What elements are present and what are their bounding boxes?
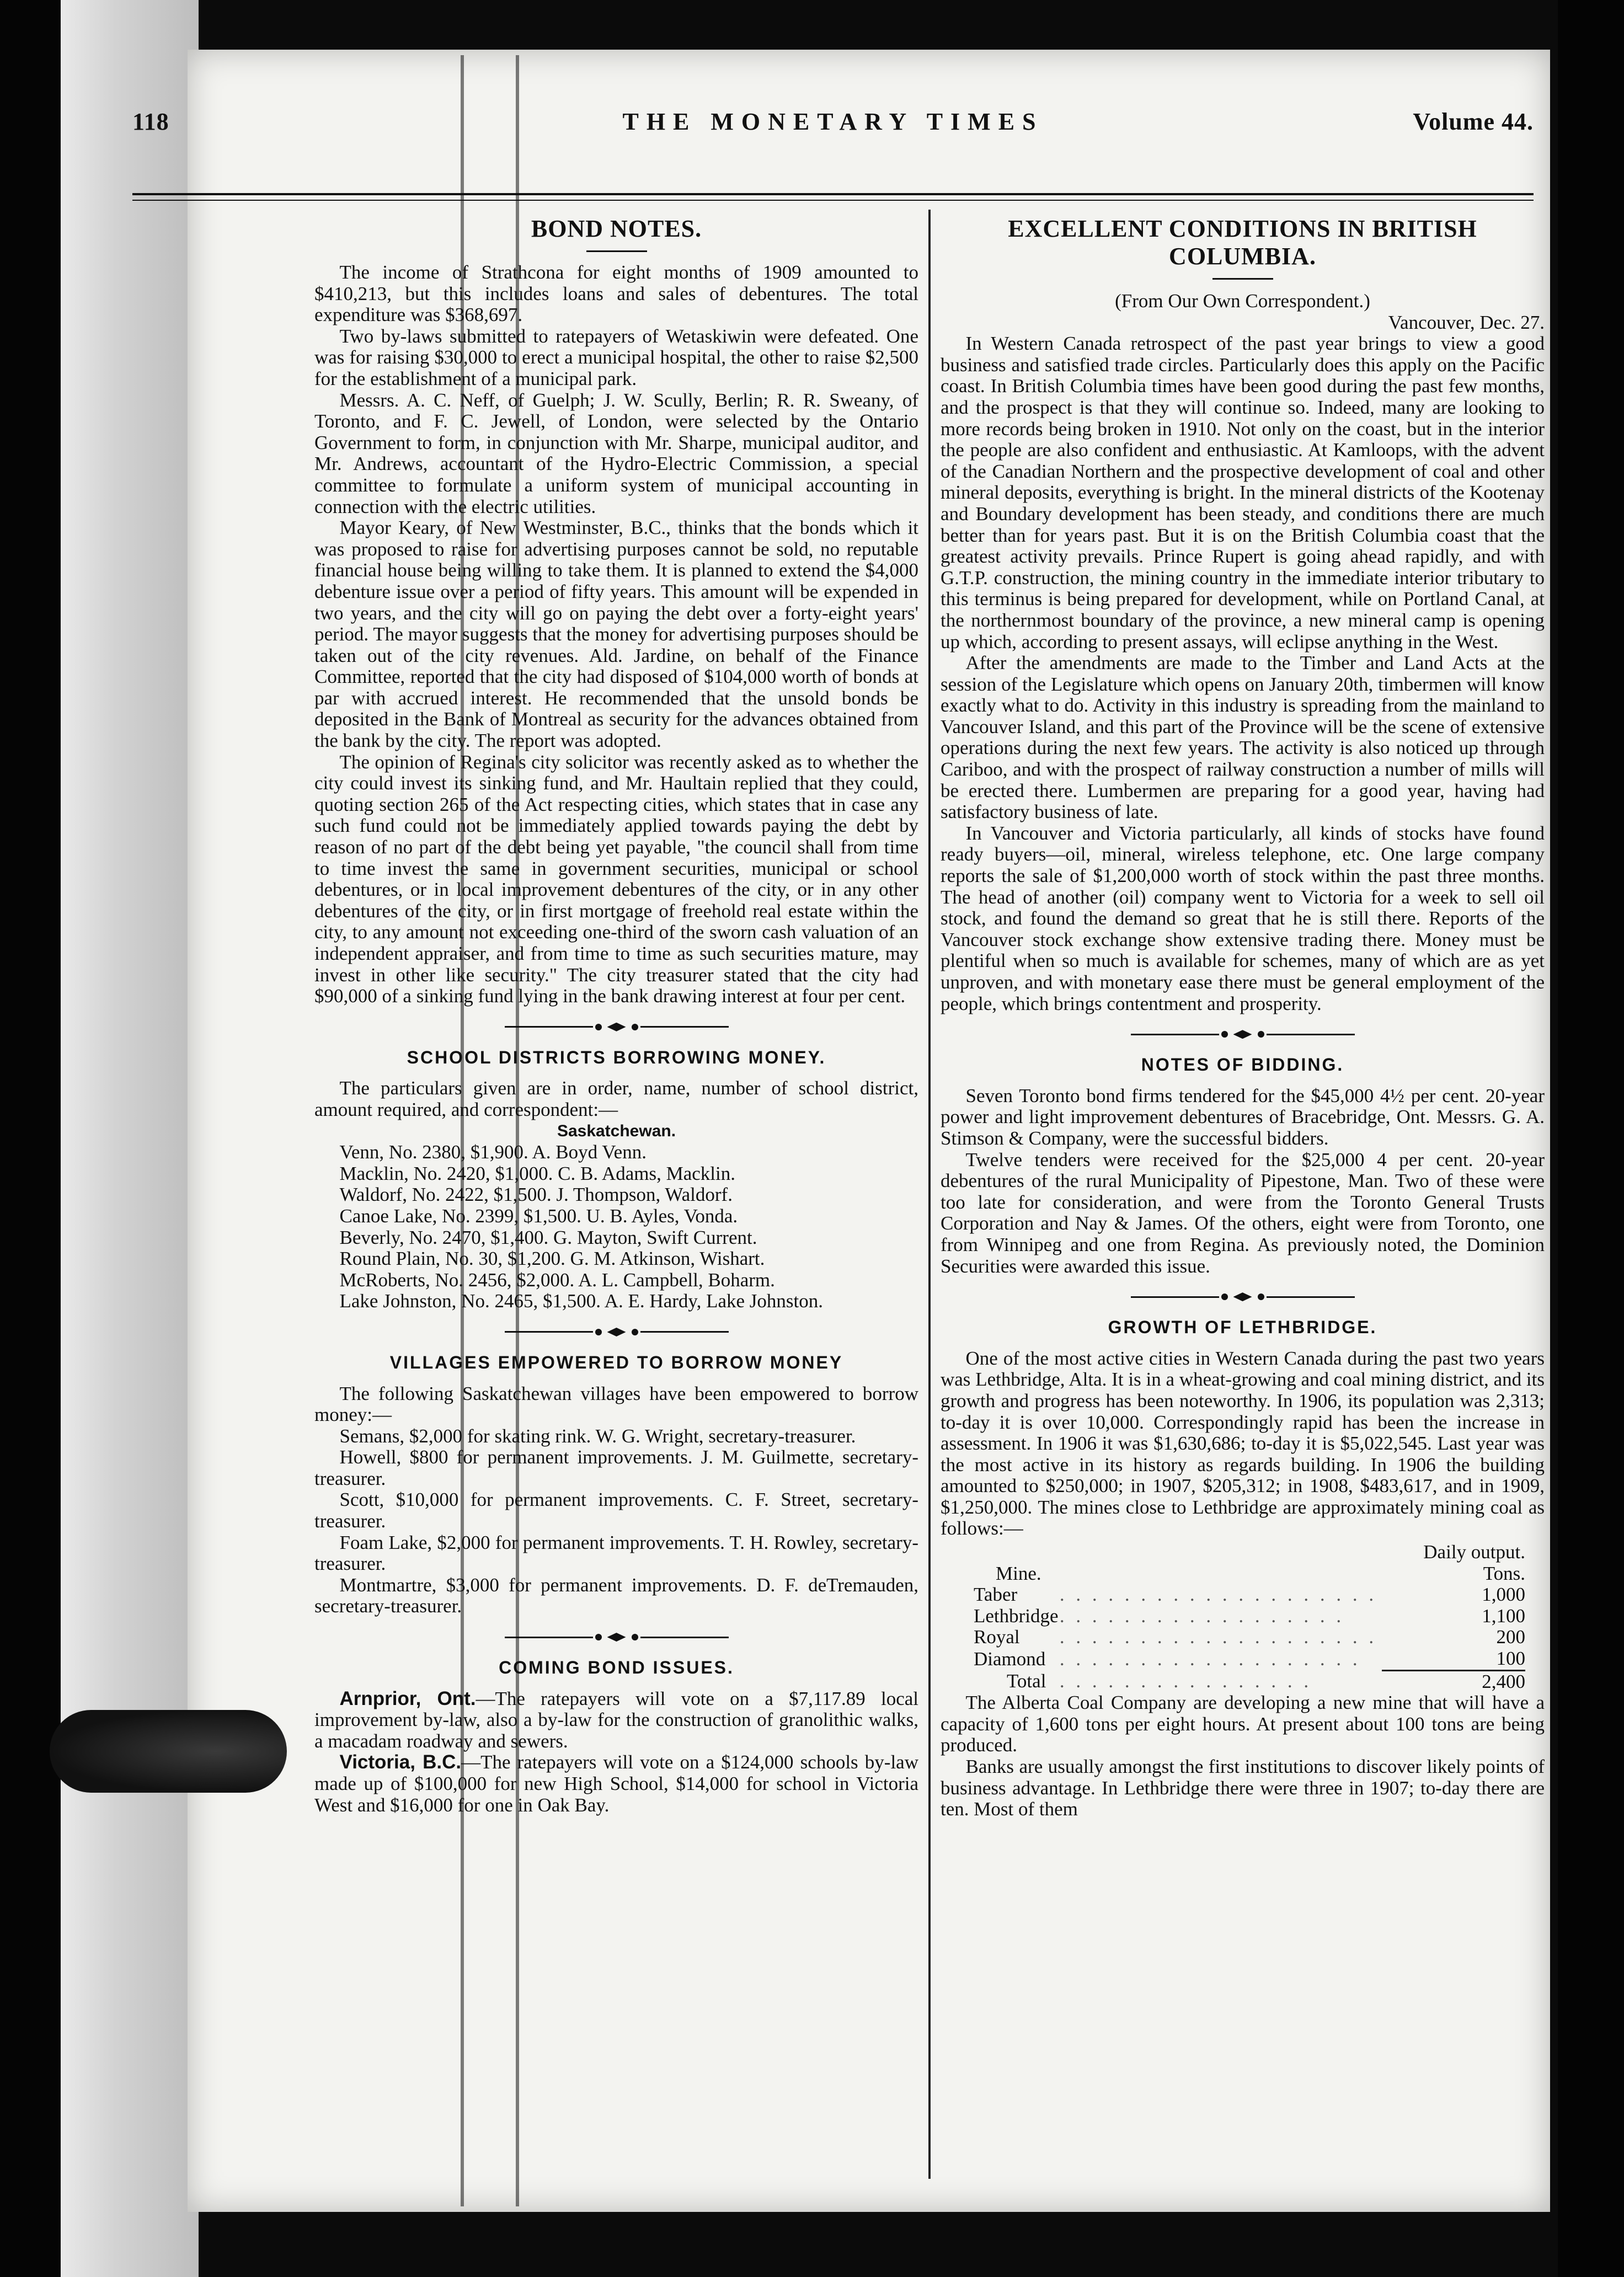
item-text: —The ratepayers will vote on a $7,117.89 local improvement by-law, also a by-law for the construction of granolithic walks, a macadam roadway and sewers. [314, 1687, 919, 1752]
list-item: Montmartre, $3,000 for permanent improvements. D. F. deTremauden, secretary-treasurer. [314, 1574, 918, 1617]
page-header [132, 102, 1534, 141]
list-item: Venn, No. 2380, $1,900. A. Boyd Venn. [339, 1141, 647, 1163]
lethbridge-title: GROWTH OF LETHBRIDGE. [1108, 1317, 1377, 1338]
lethbridge-paragraph: One of the most active cities in Western Canada during the past two years was Lethbridge, Alta. It is in a wheat-growing and coal mining district, and its growth and progress has been noteworthy. In 1906, its population was 2,313; to-day it is over 10,000. Correspondingly rapid has been the increase in assessment. In 1906 it was $1,630,686; to-day it is $5,022,545. Last year was the most active in its history as regards building. In 1906 the building amounted to $250,000; in 1907, $205,312; in 1908, $483,617, and in 1909, $1,250,000. The mines close to Lethbridge are approximately mining coal as follows:— [941, 1347, 1545, 1540]
mines-table [974, 1542, 1525, 1692]
mine-name: Royal [974, 1626, 1020, 1648]
list-item: Canoe Lake, No. 2399, $1,500. U. B. Ayles, Vonda. [339, 1205, 738, 1227]
table-header: Tons. [1483, 1562, 1525, 1584]
bc-paragraph: In Vancouver and Victoria particularly, all kinds of stocks have found ready buyers—oil, mineral, wireless telephone, etc. One large company reports the sale of $1,200,000 worth of stock within the past three months. The head of another (oil) company went to Victoria for a week to sell oil stock, and found the demand so great that he is still there. Reports of the Vancouver stock exchange show extensive trading there. Money must be plentiful when so much is available for schemes, many of which are as yet unproven, and with monetary ease there must be general employment of the people, which brings contentment and prosperity. [941, 822, 1545, 1014]
list-item: McRoberts, No. 2456, $2,000. A. L. Campbell, Boharm. [339, 1269, 775, 1291]
bond-notes-paragraph: Messrs. A. C. Neff, of Guelph; J. W. Scully, Berlin; R. R. Sweany, of Toronto, and F. C. Jewell, of London, were selected by the Ontario Government to form, in conjunction with Mr. Sharpe, municipal auditor, and Mr. Andrews, accountant of the Hydro-Electric Commission, a special committee to formulate a uniform system of municipal accounting in connection with the electric utilities. [314, 389, 918, 517]
column-divider [928, 210, 931, 2179]
bc-paragraph: After the amendments are made to the Timber and Land Acts at the session of the Legislature which opens on January 20th, timbermen will know exactly what to do. Activity in this industry is spreading from the mainland to Vancouver Island, and this part of the Province will be the scene of extensive operations during the next few years. The activity is also noticed up through Cariboo, and with the prospect of railway construction a number of mills will be erected there. Lumbermen are preparing for a good year, having had satisfactory business of late. [941, 652, 1545, 823]
section-ornament [314, 1011, 918, 1044]
bond-issue-item [314, 1688, 918, 1752]
list-item: Waldorf, No. 2422, $1,500. J. Thompson, Waldorf. [339, 1184, 733, 1206]
mine-name: Diamond [974, 1648, 1046, 1670]
header-rule-thin [132, 200, 1534, 201]
school-districts-list [314, 1142, 918, 1312]
header-rule [132, 193, 1534, 195]
lethbridge-paragraph: The Alberta Coal Company are developing a new mine that will have a capacity of 1,600 tons per eight hours. At present about 100 tons are being produced. [941, 1692, 1545, 1756]
item-text: —The ratepayers will vote on a $124,000 schools by-law made up of $100,000 for new High School, $14,000 for school in Victoria West and $16,000 for one in Oak Bay. [314, 1751, 918, 1816]
scan-binding-gutter [61, 0, 199, 2277]
title-rule [586, 250, 647, 252]
section-ornament [314, 1621, 918, 1654]
school-districts-intro: The particulars given are in order, name, number of school district, amount required, and correspondent:— [314, 1077, 918, 1120]
list-item: Scott, $10,000 for permanent improvements. C. F. Street, secretary-treasurer. [314, 1489, 918, 1532]
bond-notes-title: BOND NOTES. [531, 215, 702, 242]
table-row: Lethbridge . . . . . . . . . . . . . . . . . . 1,100 [974, 1605, 1525, 1627]
list-item: Howell, $800 for permanent improvements. J. M. Guilmette, secretary-treasurer. [314, 1446, 918, 1489]
list-item: Macklin, No. 2420, $1,000. C. B. Adams, Macklin. [339, 1162, 735, 1184]
page-number: 118 [132, 108, 169, 135]
mine-name: Lethbridge [974, 1605, 1059, 1627]
byline: (From Our Own Correspondent.) [1115, 290, 1370, 312]
list-item: Foam Lake, $2,000 for permanent improvements. T. H. Rowley, secretary-treasurer. [314, 1531, 918, 1575]
table-row: Taber . . . . . . . . . . . . . . . . . . . . 1,000 [974, 1584, 1525, 1606]
section-ornament [941, 1018, 1545, 1051]
mine-tons: 1,100 [1482, 1605, 1525, 1627]
table-row: Royal . . . . . . . . . . . . . . . . . . . . 200 [974, 1626, 1525, 1648]
mine-tons: 200 [1496, 1626, 1525, 1648]
villages-title: VILLAGES EMPOWERED TO BORROW MONEY [389, 1352, 843, 1372]
bond-notes-paragraph: Two by-laws submitted to ratepayers of Wetaskiwin were defeated. One was for raising $30,000 to erect a municipal hospital, the other to raise $2,500 for the establishment of a municipal park. [314, 325, 918, 389]
coming-bond-issues-title: COMING BOND ISSUES. [499, 1658, 734, 1678]
bond-issue-item [314, 1752, 918, 1816]
list-item: Beverly, No. 2470, $1,400. G. Mayton, Swift Current. [339, 1226, 757, 1248]
left-column [314, 215, 918, 1816]
table-header: Daily output. [1423, 1541, 1525, 1563]
scan-border-left [0, 0, 61, 2277]
bond-notes-paragraph: Mayor Keary, of New Westminster, B.C., thinks that the bonds which it was proposed to raise for advertising purposes cannot be sold, no reputable financial house being willing to take them. It is planned to extend the $4,000 debenture issue over a period of fifty years. This amount will be expended in two years, and the city will go on paying the debt over a forty-eight years' period. The mayor suggests that the money for advertising purposes should be taken out of the city revenues. Ald. Jardine, on behalf of the Finance Committee, reported that the city had disposed of $104,000 worth of bonds at par with accrued interest. He recommended that the unsold bonds be deposited in the Bank of Montreal as security for the advances obtained from the bank by the city. The report was adopted. [314, 517, 918, 752]
mine-tons: 100 [1496, 1648, 1525, 1670]
bidding-paragraph: Seven Toronto bond firms tendered for the $45,000 4½ per cent. 20-year power and light improvement debentures of Bracebridge, Ont. Messrs. G. A. Stimson & Company, were the successful bidders. [941, 1084, 1545, 1149]
mine-name: Taber [974, 1584, 1018, 1606]
bond-notes-paragraph: The opinion of Regina's city solicitor was recently asked as to whether the city could invest its sinking fund, and Mr. Haultain replied that they could, quoting section 265 of the Act respecting cities, which states that in case any such fund could not be immediately applied towards paying the debt by reason of no part of the debt being yet payable, "the council shall from time to time invest the same in government securities, municipal or school debentures, or in local improvement debentures of the city, or in any other debentures of the city, or in first mortgage of freehold real estate within the city, to any amount not exceeding one-third of the sworn cash valuation of an independent appraiser, and from time to time as such securities mature, may invest in other like security." The city treasurer stated that the city had $90,000 of a sinking fund lying in the bank drawing interest at four per cent. [314, 751, 918, 1007]
lethbridge-paragraph: Banks are usually amongst the first institutions to discover likely points of business advantage. In Lethbridge there were three in 1907; to-day there are ten. Most of them [941, 1756, 1545, 1820]
mine-tons: 1,000 [1482, 1584, 1525, 1606]
notes-of-bidding-title: NOTES OF BIDDING. [1141, 1055, 1344, 1075]
list-item: Lake Johnston, No. 2465, $1,500. A. E. Hardy, Lake Johnston. [339, 1290, 824, 1312]
volume-label: Volume 44. [1413, 108, 1534, 135]
table-header: Mine. [996, 1562, 1041, 1584]
place-name: Arnprior, Ont. [339, 1687, 476, 1709]
section-ornament [941, 1280, 1545, 1313]
scan-border-right [1558, 0, 1624, 2277]
list-item: Semans, $2,000 for skating rink. W. G. Wright, secretary-treasurer. [339, 1425, 856, 1447]
table-row: Diamond . . . . . . . . . . . . . . . . . . . 100 [974, 1648, 1525, 1670]
bc-paragraph: In Western Canada retrospect of the past year brings to view a good business and satisfied trade circles. Particularly does this apply on the Pacific coast. In British Columbia times have been good during the past few months, and the prospect is that they will continue so. Indeed, many are looking to more records being broken in 1910. Not only on the coast, but in the interior the people are also confident and enthusiastic. At Kamloops, with the advent of the Canadian Northern and the prospective development of coal and other mineral deposits, everything is bright. In the mineral districts of the Kootenay and Boundary development has been steady, and conditions there are much better than for years past. But it is on the British Columbia coast that the greatest activity prevails. Prince Rupert is going ahead rapidly, and with G.T.P. construction, the mining country in the immediate interior tributary to this terminus is being prepared for development, while on Portland Canal, at the northernmost boundary of the province, a new mineral camp is opening up which, according to present assays, will eclipse anything in the West. [941, 333, 1545, 653]
total-value: 2,400 [1382, 1670, 1525, 1692]
bond-notes-paragraph: The income of Strathcona for eight months of 1909 amounted to $410,213, but this includes loans and sales of debentures. The total expenditure was $368,697. [314, 261, 918, 326]
province-heading: Saskatchewan. [557, 1121, 676, 1140]
bc-article-title: EXCELLENT CONDITIONS IN BRITISH COLUMBIA. [1008, 215, 1477, 270]
total-label: Total [1007, 1670, 1046, 1692]
title-rule [1212, 278, 1273, 280]
bidding-paragraph: Twelve tenders were received for the $25,000 4 per cent. 20-year debentures of the rural Municipality of Pipestone, Man. Two of these were too late for consideration, and were from the Toronto General Trusts Corporation and Nay & James. Of the others, eight were from Toronto, one from Winnipeg and one from Regina. As previously noted, the Dominion Securities were awarded this issue. [941, 1148, 1545, 1277]
dateline: Vancouver, Dec. 27. [1388, 311, 1545, 333]
table-total-row: Total . . . . . . . . . . . . . . . . 2,400 [974, 1670, 1525, 1692]
masthead: THE MONETARY TIMES [622, 108, 1044, 135]
scanner-thumb-shadow [50, 1710, 287, 1793]
school-districts-title: SCHOOL DISTRICTS BORROWING MONEY. [407, 1047, 826, 1067]
list-item: Round Plain, No. 30, $1,200. G. M. Atkinson, Wishart. [339, 1248, 765, 1270]
villages-intro: The following Saskatchewan villages have been empowered to borrow money:— [314, 1382, 918, 1426]
right-column [941, 215, 1545, 1820]
place-name: Victoria, B.C. [339, 1751, 462, 1773]
section-ornament [314, 1316, 918, 1349]
